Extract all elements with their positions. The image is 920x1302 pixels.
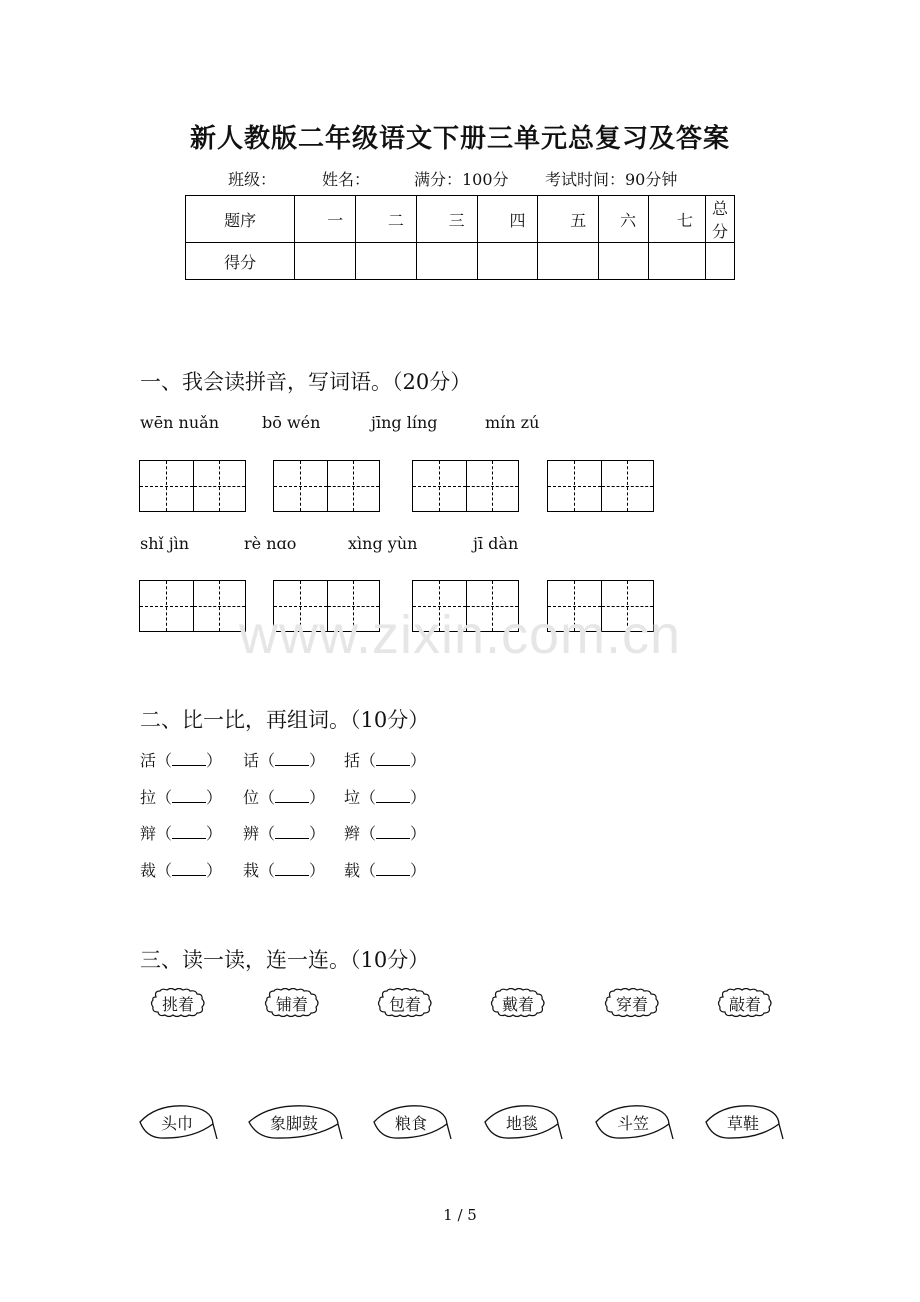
compare-character: 载 [344,861,361,880]
grid-guide-line [439,461,440,511]
compare-character: 位 [243,788,260,807]
noun-label: 粮食 [394,1113,427,1133]
compare-character: 辫 [344,824,361,843]
noun-leaf[interactable] [702,1103,784,1141]
score-input-cell[interactable] [649,243,706,280]
verb-cloud[interactable] [490,988,546,1018]
verb-cloud[interactable] [264,988,320,1018]
section2-heading: 二、比一比，再组词。（10分） [140,708,430,732]
paren-close: ） [309,824,326,843]
compare-item [243,858,325,881]
score-input-cell[interactable] [356,243,417,280]
page-number: 1 / 5 [443,1206,477,1224]
score-input-cell[interactable] [538,243,599,280]
answer-blank[interactable] [275,826,309,839]
writing-cell[interactable] [327,461,380,511]
score-header-cell: 七 [649,196,706,243]
compare-item [344,858,426,881]
answer-blank[interactable] [172,863,206,876]
pinyin-5: shǐ jìn [140,534,190,553]
grid-guide-line [353,461,354,511]
noun-leaf[interactable] [592,1103,674,1141]
paren-close: ） [410,751,427,770]
paren-open: （ [259,824,276,843]
pinyin-4: mín zú [485,413,540,432]
compare-character: 话 [243,751,260,770]
pinyin-6: rè nɑo [244,534,297,553]
score-input-cell[interactable] [416,243,477,280]
pinyin-8: jī dàn [473,534,519,553]
paren-close: ） [206,861,223,880]
score-header-cell: 总分 [705,196,734,243]
compare-item [344,821,426,844]
paren-close: ） [309,861,326,880]
class-label: 班级： [228,170,277,189]
compare-character: 栽 [243,861,260,880]
grid-guide-line [492,461,493,511]
paren-close: ） [206,788,223,807]
noun-leaf[interactable] [136,1103,218,1141]
score-header-cell: 四 [477,196,538,243]
compare-item [140,785,222,808]
paren-close: ） [206,751,223,770]
writing-grid[interactable] [273,460,380,512]
verb-cloud[interactable] [150,988,206,1018]
answer-blank[interactable] [376,753,410,766]
section1-heading: 一、我会读拼音，写词语。（20分） [140,370,472,394]
full-score-label: 满分：100分 [414,170,509,189]
noun-label: 地毯 [505,1113,538,1133]
exam-time-label: 考试时间：90分钟 [545,170,678,189]
writing-cell[interactable] [140,461,193,511]
paren-open: （ [259,751,276,770]
paren-close: ） [309,788,326,807]
compare-item [344,785,426,808]
section3-heading: 三、读一读，连一连。（10分） [140,948,430,972]
name-label: 姓名： [322,170,371,189]
answer-blank[interactable] [376,790,410,803]
pinyin-2: bō wén [262,413,321,432]
grid-guide-line [300,461,301,511]
writing-grid[interactable] [139,460,246,512]
paren-open: （ [156,824,173,843]
score-header-cell: 二 [356,196,417,243]
verb-cloud[interactable] [377,988,433,1018]
paren-open: （ [259,861,276,880]
score-input-cell[interactable] [599,243,649,280]
writing-grid[interactable] [547,460,654,512]
answer-blank[interactable] [376,826,410,839]
noun-leaf[interactable] [245,1103,343,1141]
answer-blank[interactable] [172,790,206,803]
answer-blank[interactable] [172,826,206,839]
compare-item [140,748,222,771]
grid-guide-line [627,461,628,511]
score-input-cell[interactable] [705,243,734,280]
writing-cell[interactable] [601,461,654,511]
paren-open: （ [360,861,377,880]
answer-blank[interactable] [275,790,309,803]
compare-item [140,821,222,844]
paren-close: ） [410,824,427,843]
grid-guide-line [166,461,167,511]
watermark: www.zixin.com.cn [238,605,682,665]
score-header-cell: 三 [416,196,477,243]
verb-label: 挑着 [161,994,194,1014]
verb-label: 包着 [388,994,421,1014]
score-table-header-row [186,196,735,243]
score-table [185,195,735,280]
grid-guide-line [219,461,220,511]
compare-item [140,858,222,881]
paren-close: ） [309,751,326,770]
noun-leaf[interactable] [481,1103,563,1141]
compare-character: 拉 [140,788,157,807]
paren-open: （ [156,861,173,880]
writing-grid[interactable] [412,460,519,512]
answer-blank[interactable] [172,753,206,766]
score-input-cell[interactable] [295,243,356,280]
writing-cell[interactable] [466,461,519,511]
score-header-cell: 题序 [186,196,295,243]
pinyin-7: xìng yùn [348,534,418,553]
writing-cell[interactable] [193,461,246,511]
compare-character: 垃 [344,788,361,807]
paren-open: （ [156,751,173,770]
paren-close: ） [410,788,427,807]
compare-character: 活 [140,751,157,770]
compare-item [243,821,325,844]
compare-character: 裁 [140,861,157,880]
score-header-cell: 六 [599,196,649,243]
score-row-label: 得分 [186,243,295,280]
verb-label: 敲着 [728,994,761,1014]
answer-blank[interactable] [376,863,410,876]
verb-cloud[interactable] [717,988,773,1018]
compare-item [243,748,325,771]
paren-close: ） [206,824,223,843]
paren-open: （ [360,824,377,843]
verb-cloud[interactable] [604,988,660,1018]
compare-item [344,748,426,771]
compare-item [243,785,325,808]
page-title: 新人教版二年级语文下册三单元总复习及答案 [189,124,730,154]
paren-open: （ [360,751,377,770]
score-table-score-row [186,243,735,280]
verb-label: 戴着 [501,994,534,1014]
paren-close: ） [410,861,427,880]
writing-cell[interactable] [548,461,601,511]
paren-open: （ [156,788,173,807]
paren-open: （ [360,788,377,807]
compare-character: 括 [344,751,361,770]
compare-character: 辨 [243,824,260,843]
noun-label: 象脚鼓 [269,1113,318,1133]
noun-label: 斗笠 [616,1113,649,1133]
writing-cell[interactable] [274,461,327,511]
paren-open: （ [259,788,276,807]
noun-leaf[interactable] [370,1103,452,1141]
answer-blank[interactable] [275,753,309,766]
noun-label: 头巾 [160,1113,193,1133]
answer-blank[interactable] [275,863,309,876]
writing-cell[interactable] [413,461,466,511]
score-input-cell[interactable] [477,243,538,280]
verb-label: 铺着 [275,994,308,1014]
grid-guide-line [574,461,575,511]
verb-label: 穿着 [615,994,648,1014]
pinyin-3: jīng líng [371,413,438,432]
compare-character: 辩 [140,824,157,843]
noun-label: 草鞋 [726,1113,759,1133]
score-header-cell: 五 [538,196,599,243]
pinyin-1: wēn nuǎn [140,413,220,432]
score-header-cell: 一 [295,196,356,243]
